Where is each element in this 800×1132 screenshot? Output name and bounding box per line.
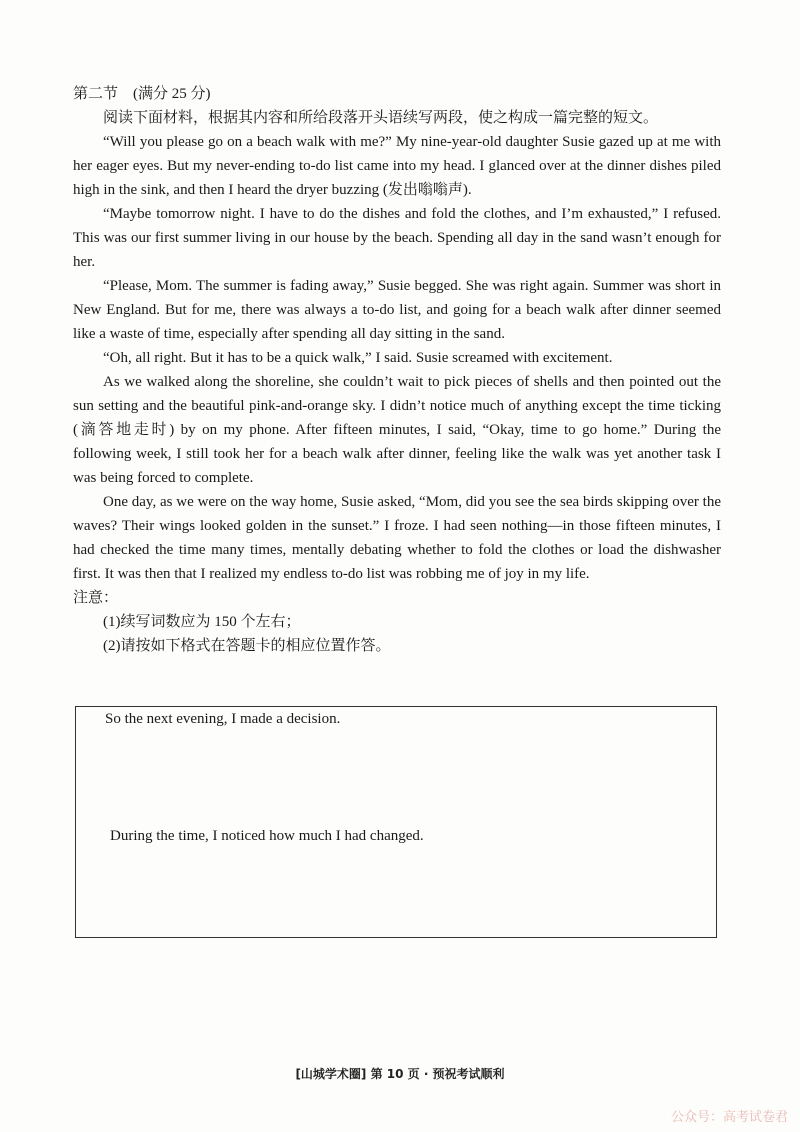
page-footer: [山城学术圈] 第 10 页 · 预祝考试顺利 [295, 1067, 505, 1081]
watermark-text: 公众号：高考试卷君 [670, 1110, 788, 1125]
story-paragraph: “Oh, all right. But it has to be a quick walk,” I said. Susie screamed with excitement. [103, 350, 613, 366]
passage-content [73, 82, 721, 658]
note-item: (2)请按如下格式在答题卡的相应位置作答。 [103, 638, 391, 654]
answer-para2-start: During the time, I noticed how much I had changed. [110, 828, 424, 844]
story-paragraph: One day, as we were on the way home, Susie asked, “Mom, did you see the sea birds skipping over the waves? Their wings looked golden in the sunset.” I froze. I had seen nothing—in those fifteen minutes, I had checked the time many times, mentally debating whether to fold the clothes or load the dishwasher first. It was then that I realized my endless to-do list was robbing me of joy in my life. [73, 494, 721, 582]
answer-para1-start: So the next evening, I made a decision. [105, 711, 341, 727]
section-heading: 第二节 (满分 25 分) [73, 86, 211, 102]
story-paragraph: “Will you please go on a beach walk with me?” My nine-year-old daughter Susie gazed up at me with her eager eyes. But my never-ending to-do list came into my head. I glanced over at the dinner dishes piled high in the sink, and then I heard the dryer buzzing (发出嗡嗡声). [73, 134, 721, 198]
notes-label: 注意： [73, 590, 119, 606]
answer-box [75, 706, 717, 938]
story-paragraph: As we walked along the shoreline, she couldn’t wait to pick pieces of shells and then pointed out the sun setting and the beautiful pink-and-orange sky. I didn’t notice much of anything except the time ticking (滴答地走时) by on my phone. After fifteen minutes, I said, “Okay, time to go home.” During the following week, I still took her for a beach walk after dinner, feeling like the walk was yet another task I was being forced to complete. [73, 374, 721, 486]
story-paragraph: “Please, Mom. The summer is fading away,” Susie begged. She was right again. Summer was short in New England. But for me, there was always a to-do list, and going for a beach walk after dinner seemed like a waste of time, especially after spending all day sitting in the sand. [73, 278, 721, 342]
note-item: (1)续写词数应为 150 个左右； [103, 614, 301, 630]
instruction-text: 阅读下面材料，根据其内容和所给段落开头语续写两段，使之构成一篇完整的短文。 [103, 110, 659, 126]
story-paragraph: “Maybe tomorrow night. I have to do the dishes and fold the clothes, and I’m exhausted,” I refused. This was our first summer living in our house by the beach. Spending all day in the sand wasn’t enough for her. [73, 206, 721, 270]
